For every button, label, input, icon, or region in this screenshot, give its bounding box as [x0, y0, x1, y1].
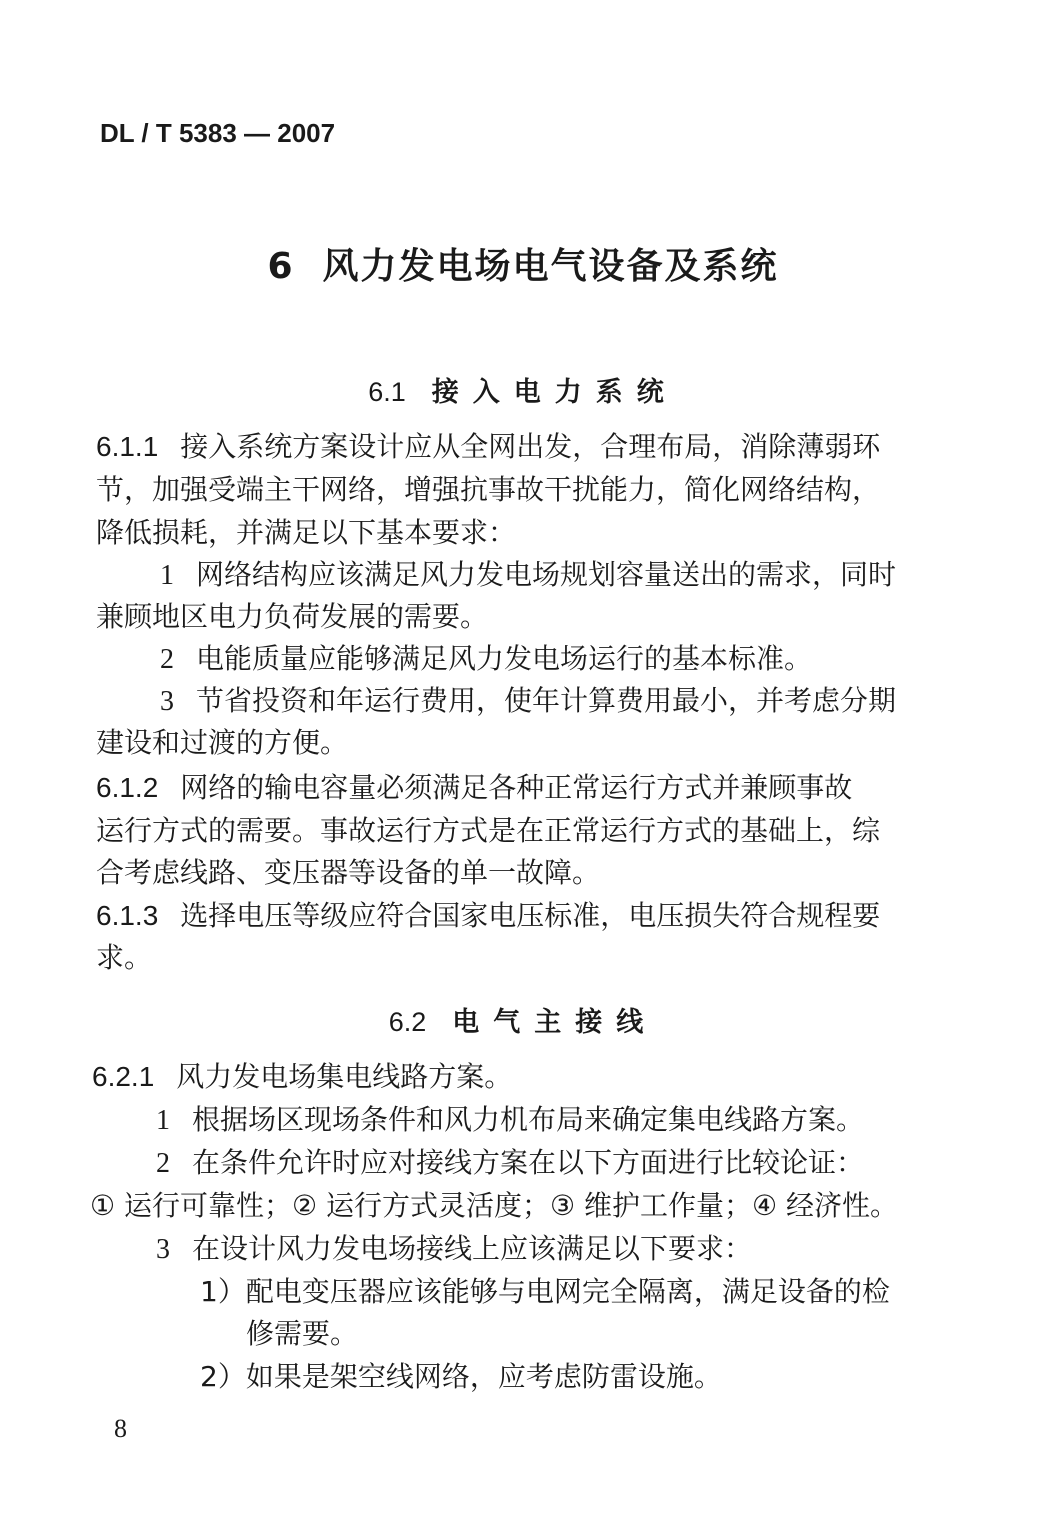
item-text: 在条件允许时应对接线方案在以下方面进行比较论证： — [192, 1146, 865, 1179]
clause-6-1-3-line-1 — [96, 896, 880, 936]
item-text: 根据场区现场条件和风力机布局来确定集电线路方案。 — [192, 1103, 865, 1136]
item-text: 在设计风力发电场接线上应该满足以下要求： — [192, 1232, 753, 1265]
section-title-6-1 — [0, 370, 1046, 409]
clause-text: 选择电压等级应符合国家电压标准，电压损失符合规程要 — [180, 899, 881, 932]
item-3-line-1 — [160, 681, 896, 722]
clause-text: 接入系统方案设计应从全网出发，合理布局，消除薄弱环 — [180, 430, 881, 463]
standard-code: DL / T 5383 — 2007 — [100, 118, 336, 148]
item-number: 1 — [160, 560, 174, 591]
subitem-1-line-1 — [200, 1272, 890, 1312]
page-number: 8 — [114, 1414, 127, 1443]
chapter-title-text: 风力发电场电气设备及系统 — [322, 246, 779, 287]
item-number: 3 — [160, 686, 174, 717]
clause-number: 6.1.1 — [96, 431, 159, 462]
section-title-text: 接入电力系统 — [431, 377, 678, 408]
clause-number: 6.2.1 — [92, 1061, 155, 1092]
item-1-line-1 — [156, 1100, 864, 1141]
clause-6-1-2-line-1 — [96, 768, 852, 808]
clause-6-1-1-line-1 — [96, 427, 946, 467]
clause-6-1-1-line-3: 降低损耗，并满足以下基本要求： — [96, 516, 517, 549]
clause-6-1-2-line-3: 合考虑线路、变压器等设备的单一故障。 — [96, 856, 601, 889]
item-1-line-2: 兼顾地区电力负荷发展的需要。 — [96, 600, 489, 633]
subitem-text: 配电变压器应该能够与电网完全隔离，满足设备的检 — [245, 1275, 890, 1308]
chapter-number: 6 — [267, 246, 295, 287]
item-number: 1 — [156, 1105, 170, 1136]
subitem-text: 如果是架空线网络，应考虑防雷设施。 — [245, 1360, 722, 1393]
clause-6-1-1-line-2: 节，加强受端主干网络，增强抗事故干扰能力，简化网络结构， — [96, 473, 881, 506]
item-text: 网络结构应该满足风力发电场规划容量送出的需求，同时 — [196, 558, 897, 591]
item-number: 2 — [160, 644, 174, 675]
section-title-text: 电气主接线 — [452, 1007, 658, 1038]
subitem-2-line-1 — [200, 1357, 722, 1397]
item-3-line-2: 建设和过渡的方便。 — [96, 726, 349, 759]
section-number: 6.2 — [388, 1007, 427, 1037]
section-title-6-2 — [0, 1000, 1046, 1039]
item-2-line-1 — [160, 639, 812, 680]
item-text: 节省投资和年运行费用，使年计算费用最小，并考虑分期 — [196, 684, 897, 717]
clause-text: 风力发电场集电线路方案。 — [176, 1060, 513, 1093]
item-text: 电能质量应能够满足风力发电场运行的基本标准。 — [196, 642, 813, 675]
clause-number: 6.1.3 — [96, 900, 159, 931]
subitem-number: 2） — [200, 1360, 246, 1393]
item-2-line-1 — [156, 1143, 864, 1184]
clause-text: 网络的输电容量必须满足各种正常运行方式并兼顾事故 — [180, 771, 853, 804]
item-3-line-1 — [156, 1229, 752, 1270]
item-1-line-1 — [160, 555, 896, 596]
clause-6-2-1-line-1 — [92, 1057, 512, 1097]
subitem-number: 1） — [200, 1275, 246, 1308]
clause-number: 6.1.2 — [96, 772, 159, 803]
subitem-1-line-2: 修需要。 — [246, 1317, 359, 1350]
clause-6-1-3-line-2: 求。 — [96, 941, 153, 974]
item-number: 3 — [156, 1234, 170, 1265]
item-2-line-2: ① 运行可靠性；② 运行方式灵活度；③ 维护工作量；④ 经济性。 — [90, 1189, 899, 1222]
item-number: 2 — [156, 1148, 170, 1179]
section-number: 6.1 — [368, 377, 406, 407]
chapter-title — [0, 238, 1046, 289]
clause-6-1-2-line-2: 运行方式的需要。事故运行方式是在正常运行方式的基础上，综 — [96, 814, 881, 847]
